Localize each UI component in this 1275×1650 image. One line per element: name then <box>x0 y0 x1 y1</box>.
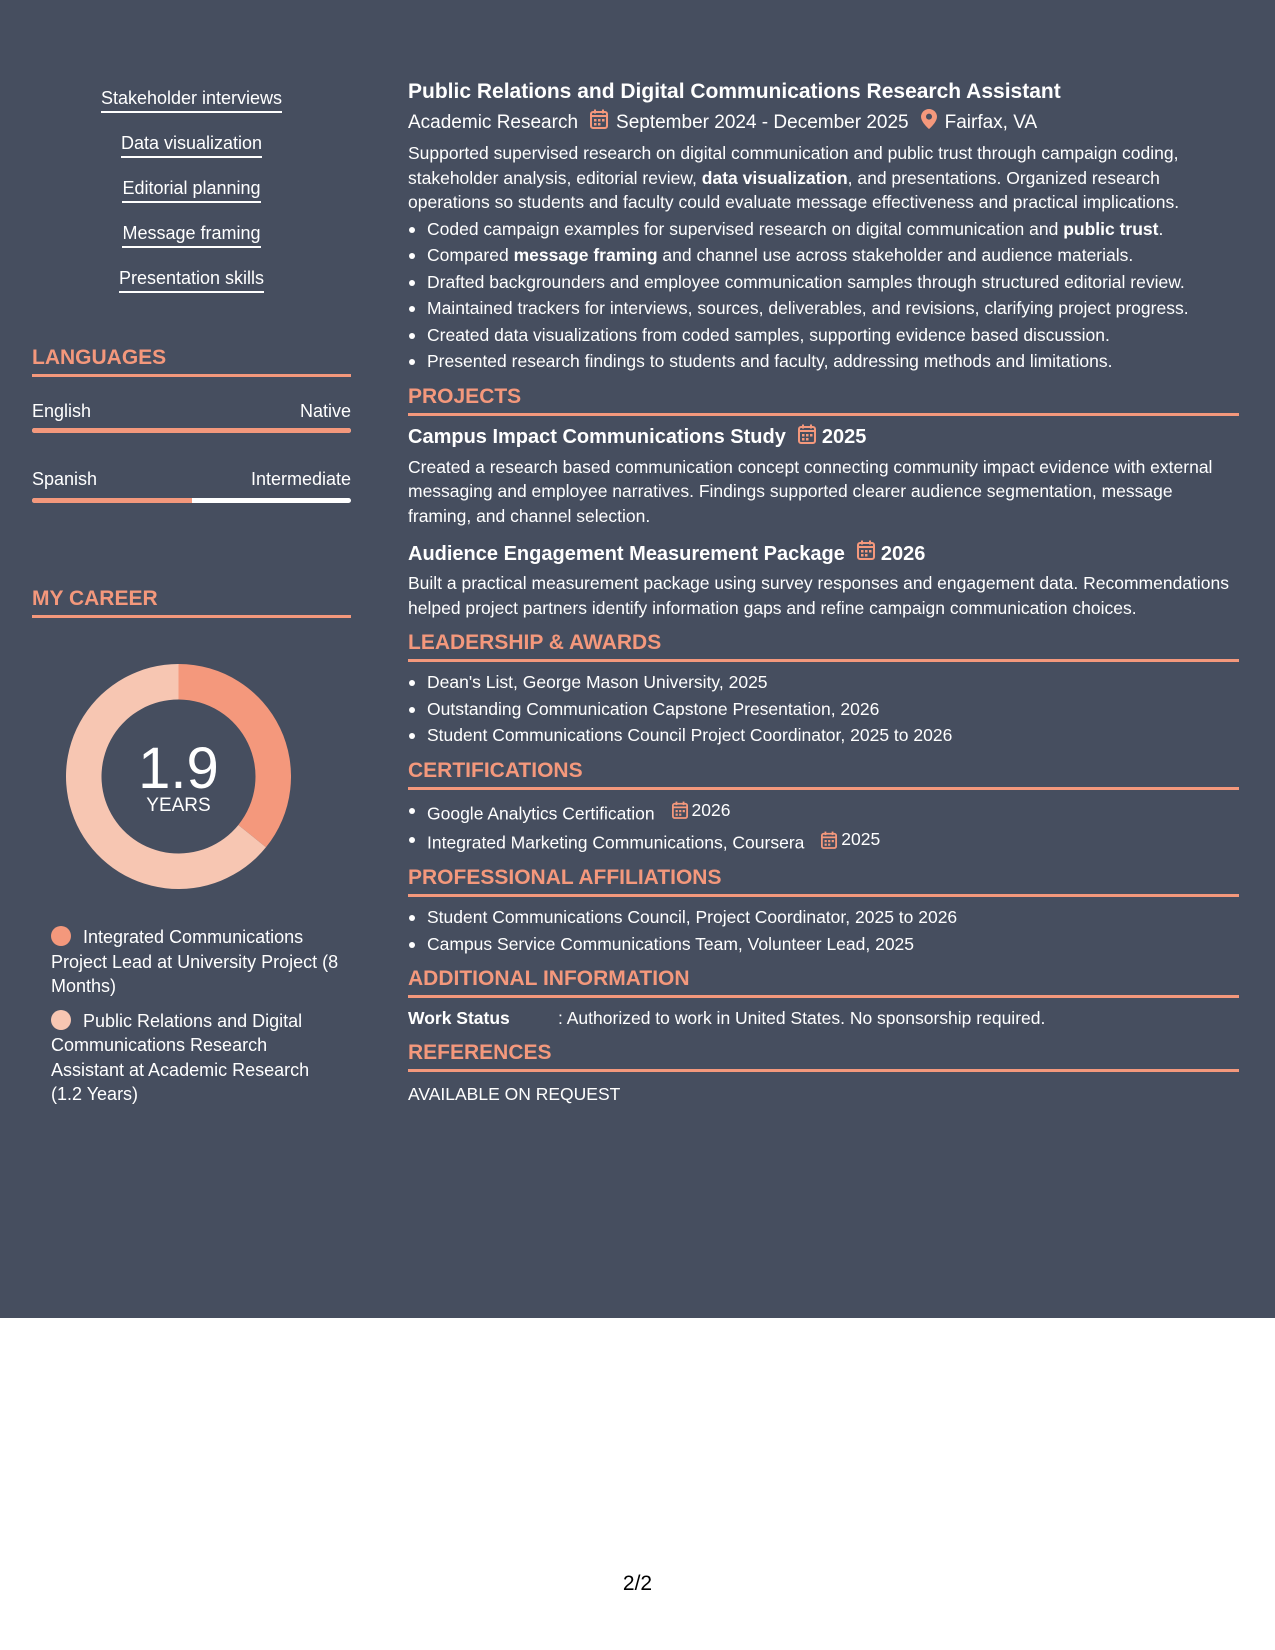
job-summary: Supported supervised research on digital communication and public trust through campaign coding, stakeholder analysis, editorial review, data visualization, and presentations. Organized research operations so students and faculty could evaluate message effectiveness and practical implications. <box>408 143 1180 212</box>
languages-heading: LANGUAGES <box>32 345 351 377</box>
project-description: Created a research based communication concept connecting community impact evidence with external messaging and employee narratives. Findings supported clearer audience segmentation, message framing, and channel selection. <box>408 456 1213 526</box>
leadership-section <box>408 630 1239 748</box>
references-heading: REFERENCES <box>408 1040 1239 1072</box>
language-name: Spanish <box>32 469 98 489</box>
career-legend-item: Public Relations and Digital Communications Research Assistant at Academic Research (1.2 Years) <box>51 1010 310 1104</box>
career-total-unit: YEARS <box>146 795 211 816</box>
calendar-icon <box>590 109 608 137</box>
project-item <box>408 540 1239 620</box>
skill-item: Stakeholder interviews <box>32 86 351 131</box>
language-bar <box>32 428 351 433</box>
calendar-icon <box>857 540 875 567</box>
project-title: Audience Engagement Measurement Package <box>408 542 845 565</box>
projects-heading: PROJECTS <box>408 384 1239 416</box>
project-title: Campus Impact Communications Study <box>408 426 786 448</box>
project-year: 2026 <box>880 542 926 565</box>
job-meta <box>408 109 1239 137</box>
language-level: Native <box>299 401 351 421</box>
language-name: English <box>32 401 92 421</box>
calendar-icon <box>798 424 816 451</box>
job-bullet: Drafted backgrounders and employee communication samples through structured editorial review. <box>408 270 1239 295</box>
work-status-value: : Authorized to work in United States. No sponsorship required. <box>558 1008 1046 1028</box>
skill-item: Data visualization <box>32 131 351 176</box>
certifications-section <box>408 758 1239 856</box>
certification-year: 2026 <box>691 799 731 820</box>
skill-item: Editorial planning <box>32 176 351 221</box>
career-section <box>32 586 351 618</box>
leadership-item: Student Communications Council Project Coordinator, 2025 to 2026 <box>408 723 1239 748</box>
career-donut-chart <box>66 664 291 889</box>
skill-item: Presentation skills <box>32 266 351 311</box>
job-bullet: Compared message framing and channel use across stakeholder and audience materials. <box>408 243 1239 268</box>
legend-dot <box>51 926 71 946</box>
skill-item: Message framing <box>32 221 351 266</box>
job-dates: September 2024 - December 2025 <box>616 112 909 133</box>
job-bullet: Coded campaign examples for supervised research on digital communication and public trust. <box>408 217 1239 242</box>
work-status-label: Work Status <box>408 1008 510 1028</box>
job-location: Fairfax, VA <box>944 112 1038 133</box>
calendar-icon <box>821 831 837 849</box>
language-english <box>32 400 351 433</box>
affiliation-item: Student Communications Council, Project Coordinator, 2025 to 2026 <box>408 905 1239 930</box>
career-heading: MY CAREER <box>32 586 351 618</box>
work-status-row <box>408 1006 1239 1030</box>
legend-dot <box>51 1010 71 1030</box>
job-title: Public Relations and Digital Communications Research Assistant <box>408 80 1061 103</box>
affiliations-section <box>408 865 1239 956</box>
certification-item: Google Analytics Certification 2026 <box>408 798 1239 826</box>
certification-year: 2025 <box>841 829 881 850</box>
job-company: Academic Research <box>408 112 579 133</box>
additional-heading: ADDITIONAL INFORMATION <box>408 966 1239 998</box>
affiliation-item: Campus Service Communications Team, Volunteer Lead, 2025 <box>408 932 1239 957</box>
project-year: 2025 <box>821 426 867 448</box>
job-bullet: Created data visualizations from coded samples, supporting evidence based discussion. <box>408 323 1239 348</box>
calendar-icon <box>672 801 688 819</box>
page-number: 2/2 <box>622 1572 653 1595</box>
career-legend <box>51 925 341 1117</box>
language-level: Intermediate <box>250 469 351 489</box>
projects-section <box>408 384 1239 621</box>
skills-list <box>32 86 351 311</box>
language-spanish <box>32 468 351 503</box>
location-pin-icon <box>921 109 937 137</box>
references-section <box>408 1040 1239 1106</box>
additional-section <box>408 966 1239 1030</box>
project-item <box>408 424 1239 529</box>
leadership-heading: LEADERSHIP & AWARDS <box>408 630 1239 662</box>
affiliations-heading: PROFESSIONAL AFFILIATIONS <box>408 865 1239 897</box>
job-bullet: Presented research findings to students and faculty, addressing methods and limitations. <box>408 349 1239 374</box>
language-bar-fill <box>32 428 351 433</box>
experience-entry <box>408 78 1239 374</box>
leadership-item: Outstanding Communication Capstone Presentation, 2026 <box>408 697 1239 722</box>
language-bar-fill <box>32 498 192 503</box>
certification-item: Integrated Marketing Communications, Coursera 2025 <box>408 827 1239 855</box>
languages-section <box>32 345 351 503</box>
job-bullet: Maintained trackers for interviews, sources, deliverables, and revisions, clarifying project progress. <box>408 296 1239 321</box>
career-legend-item: Integrated Communications Project Lead at University Project (8 Months) <box>51 927 339 996</box>
certifications-heading: CERTIFICATIONS <box>408 758 1239 790</box>
project-description: Built a practical measurement package using survey responses and engagement data. Recommendations helped project partners identify information gaps and refine campaign communication choices. <box>408 573 1230 618</box>
leadership-item: Dean's List, George Mason University, 2025 <box>408 670 1239 695</box>
job-bullets <box>408 217 1239 374</box>
references-text: AVAILABLE ON REQUEST <box>408 1084 621 1104</box>
right-column <box>408 78 1239 1106</box>
career-total-value: 1.9 <box>138 736 219 801</box>
language-bar <box>32 498 351 503</box>
